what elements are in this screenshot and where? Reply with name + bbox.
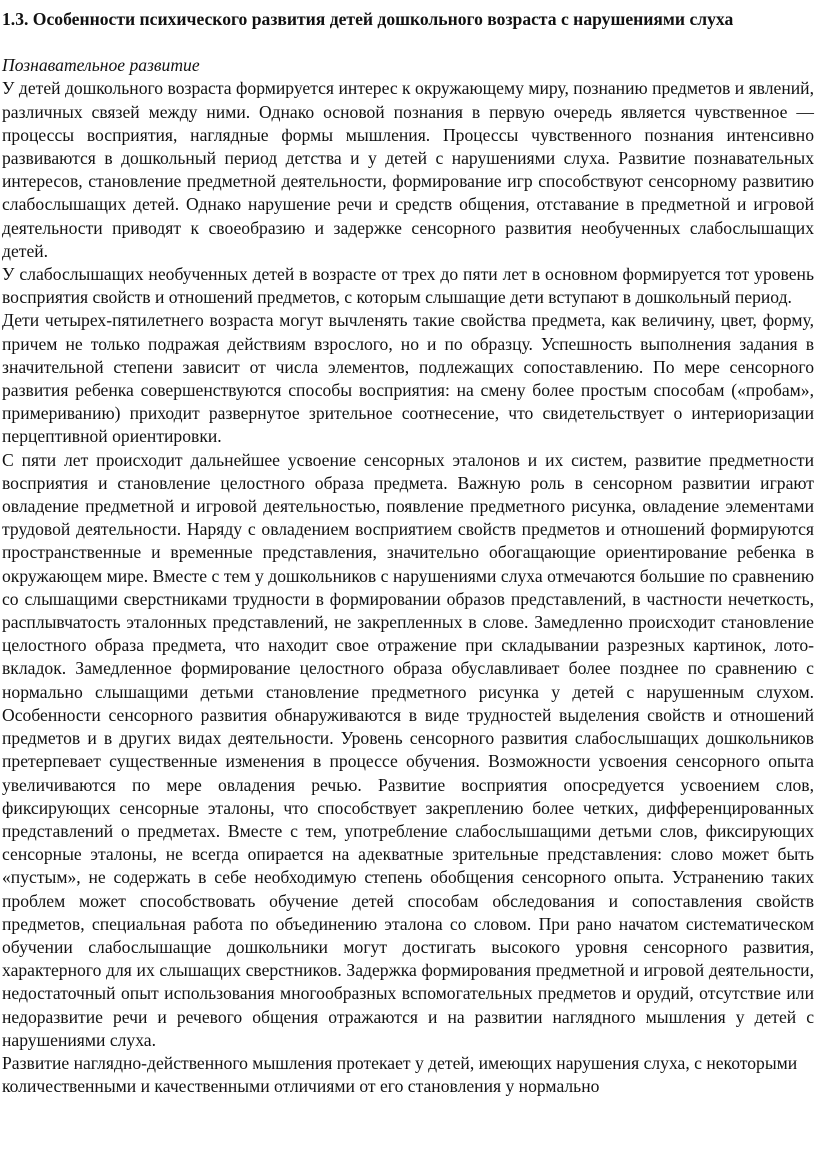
paragraph-4: С пяти лет происходит дальнейшее усвоение сенсорных эталонов и их систем, развитие предметности восприятия и становление целостного образа предмета. Важную роль в сенсорном развитии играют овладение предметной и игровой деятельностью, появление предметного рисунка, овладение элементами трудовой деятельности. Наряду с овладением восприятием свойств предметов и отношений формируются пространственные и временные представления, значительно обогащающие ориентирование ребенка в окружающем мире. Вместе с тем у дошкольников с нарушениями слуха отмечаются большие по сравнению со слышащими сверстниками трудности в формировании образов представлений, в частности нечеткость, расплывчатость эталонных представлений, не закрепленных в слове. Замедленно происходит становление целостного образа предмета, что находит свое отражение при складывании разрезных картинок, лото-вкладок. Замедленное формирование целостного образа обуславливает более позднее по сравнению с нормально слышащими детьми становление предметного рисунка у детей с нарушенным слухом. Особенности сенсорного развития обнаруживаются в виде трудностей выделения свойств и отношений предметов и в других видах деятельности. Уровень сенсорного развития слабослышащих дошкольников претерпевает существенные изменения в процессе обучения. Возможности усвоения сенсорного опыта увеличиваются по мере овладения речью. Развитие восприятия опосредуется усвоением слов, фиксирующих сенсорные эталоны, что способствует закреплению более четких, дифференцированных представлений о предметах. Вместе с тем, употребление слабослышащими детьми слов, фиксирующих сенсорные эталоны, не всегда опирается на адекватные зрительные представления: слово может быть «пустым», не содержать в себе необходимую степень обобщения сенсорного опыта. Устранению таких проблем может способствовать обучение детей способам обследования и сопоставления свойств предметов, специальная работа по объединению эталона со словом. При рано начатом систематическом обучении слабослышащие дошкольники могут достигать высокого уровня сенсорного развития, характерного для их слышащих сверстников. Задержка формирования предметной и игровой деятельности, недостаточный опыт использования многообразных вспомогательных предметов и орудий, отсутствие или недоразвитие речи и речевого общения отражаются и на развитии наглядного мышления у детей с нарушениями слуха. xyxy=(2,449,814,1050)
section-title: 1.3. Особенности психического развития детей дошкольного возраста с нарушениями слуха xyxy=(2,9,734,29)
paragraph-2: У слабослышащих необученных детей в возрасте от трех до пяти лет в основном формируется тот уровень восприятия свойств и отношений предметов, с которым слышащие дети вступают в дошкольный период. xyxy=(2,264,814,308)
paragraph-1: У детей дошкольного возраста формируется интерес к окружающему миру, познанию предметов и явлений, различных связей между ними. Однако основой познания в первую очередь является чувственное — процессы восприятия, наглядные формы мышления. Процессы чувственного познания интенсивно развиваются в дошкольный период детства и у детей с нарушениями слуха. Развитие познавательных интересов, становление предметной деятельности, формирование игр способствуют сенсорному развитию слабослышащих детей. Однако нарушение речи и средств общения, отставание в предметной и игровой деятельности приводят к своеобразию и задержке сенсорного развития необученных слабослышащих детей. xyxy=(2,78,814,261)
paragraph-5: Развитие наглядно-действенного мышления протекает у детей, имеющих нарушения слуха, с некоторыми количественными и качественными отличиями от его становления у нормально xyxy=(2,1052,798,1097)
subsection-heading: Познавательное развитие xyxy=(2,55,200,76)
paragraph-3: Дети четырех-пятилетнего возраста могут вычленять такие свойства предмета, как величину, цвет, форму, причем не только подражая действиям взрослого, но и по образцу. Успешность выполнения задания в значительной степени зависит от числа элементов, подлежащих сопоставлению. По мере сенсорного развития ребенка совершенствуются способы восприятия: на смену более простым способам («пробам», примериванию) приходит развернутое зрительное соотнесение, что свидетельствует о интериоризации перцептивной ориентировки. xyxy=(2,310,814,447)
